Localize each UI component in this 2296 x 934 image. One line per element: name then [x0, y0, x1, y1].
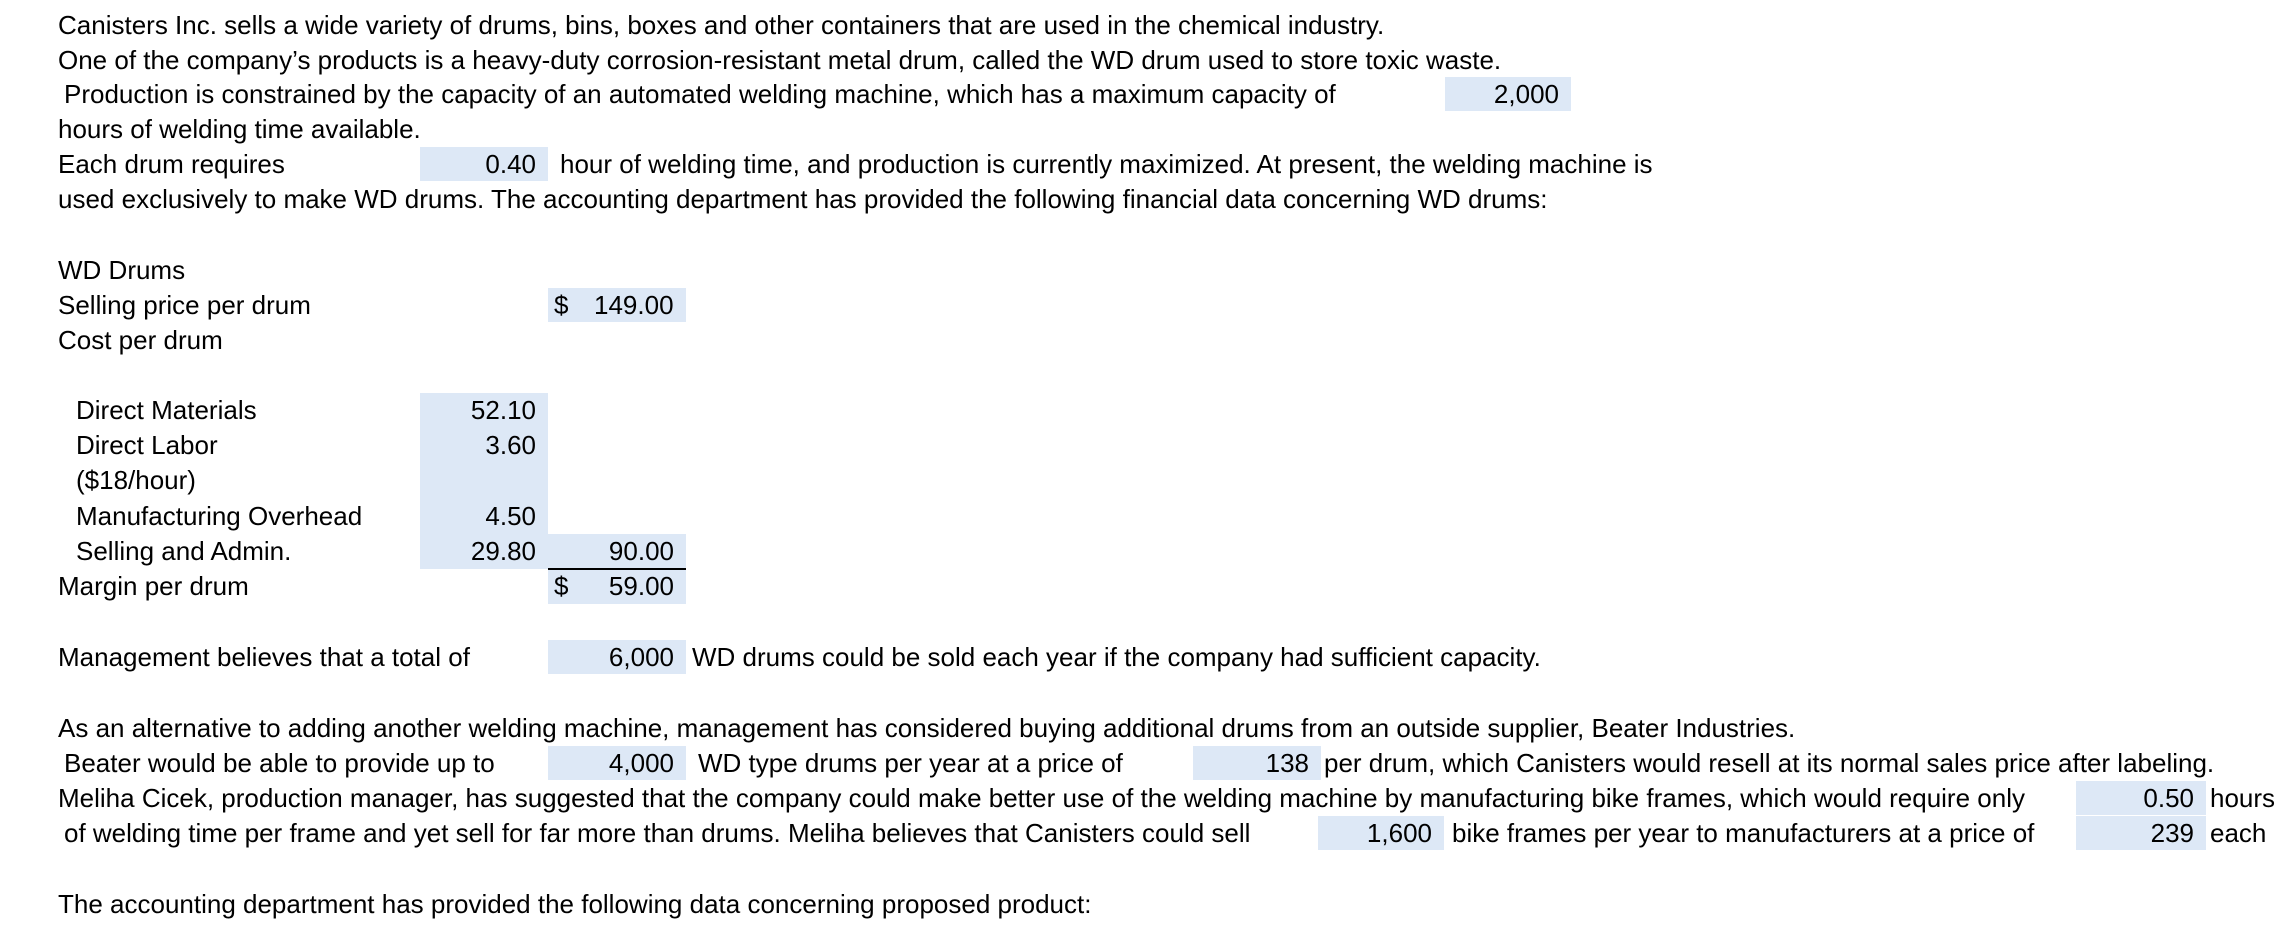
cost-value-direct-labor[interactable]: 3.60	[485, 430, 536, 460]
intro-line-2: One of the company’s products is a heavy-duty corrosion-resistant metal drum, called the WD drum used to store toxic waste.	[58, 45, 1502, 75]
beater-quantity-cell[interactable]: 4,000	[548, 746, 686, 780]
margin-value[interactable]: 59.00	[608, 571, 674, 601]
management-post: WD drums could be sold each year if the company had sufficient capacity.	[692, 642, 1541, 672]
management-drums-cell[interactable]: 6,000	[548, 640, 686, 674]
selling-price-currency: $	[554, 290, 569, 320]
frame-price-cell[interactable]: 239	[2076, 816, 2206, 850]
cost-per-drum-label: Cost per drum	[58, 325, 223, 355]
alternative-line-2-mid: WD type drums per year at a price of	[698, 748, 1123, 778]
intro-line-3: Production is constrained by the capacity of an automated welding machine, which has a maximum capacity of	[64, 79, 1336, 109]
cost-value-direct-materials[interactable]: 52.10	[470, 395, 536, 425]
margin-label: Margin per drum	[58, 571, 249, 601]
selling-price-label: Selling price per drum	[58, 290, 311, 320]
alternative-line-1: As an alternative to adding another welding machine, management has considered buying additional drums from an outside supplier, Beater Industries.	[58, 713, 1796, 743]
alternative-line-4-post: each	[2210, 818, 2267, 848]
selling-price-value[interactable]: 149.00	[594, 290, 674, 320]
cost-label-selling-admin: Selling and Admin.	[76, 536, 292, 566]
total-cost-value[interactable]: 90.00	[608, 536, 674, 566]
cost-label-manufacturing-overhead: Manufacturing Overhead	[76, 501, 363, 531]
frame-hours-cell[interactable]: 0.50	[2076, 781, 2206, 815]
alternative-line-4-pre: of welding time per frame and yet sell for far more than drums. Meliha believes that Canisters could sell	[64, 818, 1251, 848]
capacity-hours-cell[interactable]: 2,000	[1445, 77, 1571, 111]
cost-value-selling-admin[interactable]: 29.80	[470, 536, 536, 566]
wd-header: WD Drums	[58, 255, 186, 285]
intro-line-4: hours of welding time available.	[58, 114, 421, 144]
beater-price-cell[interactable]: 138	[1193, 746, 1321, 780]
alternative-line-4-mid: bike frames per year to manufacturers at a price of	[1452, 818, 2035, 848]
intro-line-6: used exclusively to make WD drums. The accounting department has provided the following financial data concerning WD drums:	[58, 184, 1548, 214]
alternative-line-2-pre: Beater would be able to provide up to	[64, 748, 495, 778]
alternative-line-3-post: hours	[2210, 783, 2276, 813]
cost-label-labor-rate: ($18/hour)	[76, 465, 196, 495]
intro-line-1: Canisters Inc. sells a wide variety of drums, bins, boxes and other containers that are used in the chemical industry.	[58, 10, 1385, 40]
intro-line-5-post: hour of welding time, and production is currently maximized. At present, the welding machine is	[560, 149, 1653, 179]
closing-line: The accounting department has provided the following data concerning proposed product:	[58, 889, 1092, 919]
frames-quantity-cell[interactable]: 1,600	[1318, 816, 1444, 850]
hours-per-drum-cell[interactable]: 0.40	[420, 147, 548, 181]
margin-currency: $	[554, 571, 569, 601]
management-pre: Management believes that a total of	[58, 642, 470, 672]
cost-label-direct-materials: Direct Materials	[76, 395, 257, 425]
cost-value-manufacturing-overhead[interactable]: 4.50	[485, 501, 536, 531]
cost-label-direct-labor: Direct Labor	[76, 430, 218, 460]
alternative-line-2-post: per drum, which Canisters would resell at its normal sales price after labeling.	[1324, 748, 2215, 778]
alternative-line-3-pre: Meliha Cicek, production manager, has suggested that the company could make better use of the welding machine by manufacturing bike frames, which would require only	[58, 783, 2025, 813]
intro-line-5-pre: Each drum requires	[58, 149, 285, 179]
